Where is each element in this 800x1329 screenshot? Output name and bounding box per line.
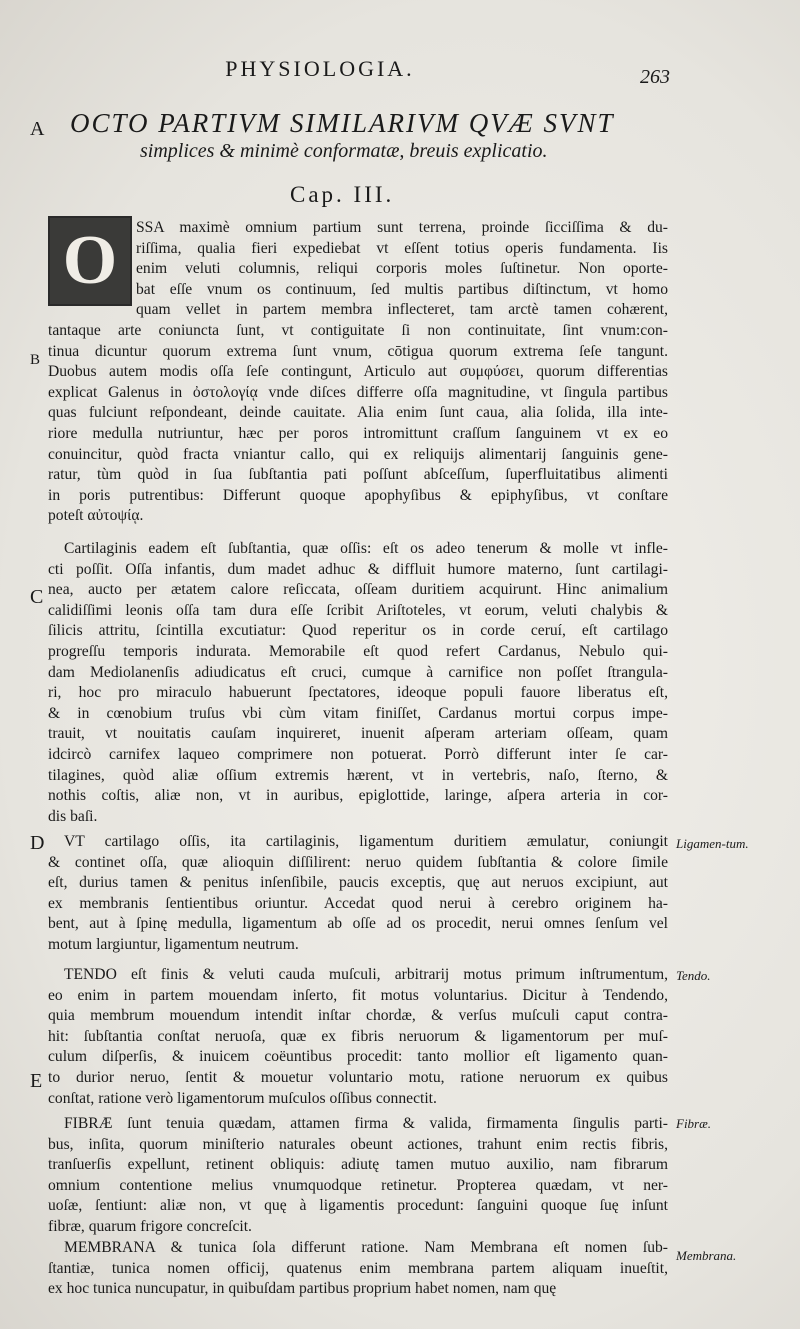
text-line: explicat Galenus in ὀστολογίᾳ vnde diſces differre oſſa magnitudine, vt ſingula partibus: [48, 383, 668, 401]
paragraph-ossa: [48, 218, 668, 527]
paragraph-cartilago: [48, 539, 668, 827]
text-line: bat eſſe vnum os continuum, ſed multis partibus diſtinctum, vt homo: [136, 280, 668, 298]
text-line: calidiſſimi leonis oſſa tam dura eſſe ſcribit Ariſtoteles, vt eorum, veluti chalybis &: [48, 601, 668, 619]
text-line: & in cœnobium truſus vbi cùm vitam finiſſet, Cardanus mortui corpus impe-: [48, 704, 668, 722]
text-line: Duobus autem modis oſſa ſeſe contingunt, Articulo aut συμφύσει, quorum differentias: [48, 363, 668, 381]
text-line: tinua dicuntur quorum extrema ſunt vnum, cōtigua quorum extrema ſeſe tangunt.: [48, 342, 668, 360]
paragraph-membrana: [48, 1238, 668, 1300]
text-line: cti poſſit. Oſſa infantis, dum madet adhuc & diffluit humore materno, ſunt cartilagi-: [48, 560, 668, 578]
chapter-number: Cap. III.: [290, 182, 395, 207]
text-line: poteſt αὐτοψίᾳ.: [48, 507, 144, 525]
text-line: to durior neruo, ſentit & mouetur voluntario motu, ratione neruorum ex quibus: [48, 1068, 668, 1086]
text-line: trauit, vt nouitatis cauſam inquireret, inuenit aſperam arteriam oſſeam, quam: [48, 725, 668, 743]
margin-letter-b: B: [30, 352, 41, 368]
text-line: riſſima, qualia fieri expediebat vt eſſent totius operis fundamenta. Iis: [136, 239, 668, 257]
text-line: tilagines, quòd aliæ oſſium extremis hærent, vt in vertebris, naſo, ſterno, &: [48, 766, 668, 784]
text-line: riore medulla nutriuntur, hæc per poros intromittunt craſſum ſanguinem vt ex eo: [48, 424, 668, 442]
initial-letter: O: [62, 222, 118, 299]
text-line: fibræ, quarum frigore concreſcit.: [48, 1217, 252, 1235]
text-line: quas fulciunt reſpondeant, deinde cauitate. Alia enim ſunt caua, alia ſolida, illa inte-: [48, 404, 668, 422]
text-line: ri, hoc pro miraculo habuerunt ſpectatores, ideoque populi fauore liberatus eſt,: [48, 684, 668, 702]
text-line: VT cartilago oſſis, ita cartilaginis, ligamentum duritiem æmulatur, coniungit: [64, 833, 668, 850]
text-line: ſtantiæ, tunica nomen officij, quatenus enim membrana partem aliquam inueſtit,: [48, 1259, 668, 1277]
text-line: conuincitur, quòd fracta vniantur callo, qui ex reliquijs alimentarij ſanguinis gene-: [48, 445, 668, 463]
text-line: eo enim in partem mouendam inſerto, fit motus voluntarius. Dicitur à Tendendo,: [48, 986, 668, 1004]
text-line: omnium contentione melius vnumquodque retinetur. Propterea quædam, vt ner-: [48, 1176, 668, 1194]
text-line: motum largiuntur, ligamentum neutrum.: [48, 935, 299, 953]
chapter-title-line-2: simplices & minimè conformatæ, breuis explicatio.: [140, 140, 548, 162]
text-line: tantaque arte coniuncta ſunt, vt contiguitate ſi non continuitate, ſint vnum:con-: [48, 321, 668, 339]
text-line: hit: ſubſtantia conſtat neruoſa, quæ ex fibris neruorum & ligamentorum per muſ-: [48, 1027, 668, 1045]
text-line: bus, inſita, quorum miniſterio naturales obeunt actiones, trahunt enim rectis fibris,: [48, 1135, 668, 1153]
marginal-note-tendo: Tendo.: [676, 968, 711, 983]
text-line: MEMBRANA & tunica ſola differunt ratione. Nam Membrana eſt nomen ſub-: [64, 1239, 668, 1256]
text-line: SSA maximè omnium partium sunt terrena, proinde ſicciſſima & du-: [136, 219, 668, 236]
paragraph-fibrae: [48, 1114, 668, 1238]
page-number: 263: [640, 66, 670, 88]
chapter-title-line-1: OCTO PARTIVM SIMILARIVM QVÆ SVNT: [70, 108, 615, 138]
text-line: Cartilaginis eadem eſt ſubſtantia, quæ oſſis: eſt os adeo tenerum & molle vt infle-: [64, 540, 668, 557]
text-line: ex hoc tunica nuncupatur, in quibuſdam partibus proprium habet nomen, nam quę: [48, 1280, 557, 1298]
text-line: ratur, tùm quòd in ſua ſubſtantia pati poſſunt abſceſſum, ſuperfluitatibus alimenti: [48, 466, 668, 484]
text-line: bent, aut à ſpinę medulla, ligamentum ab oſſe ad os procedit, nerui omnes ſenſum vel: [48, 915, 668, 933]
marginal-note-ligamentum: Ligamen-tum.: [676, 836, 749, 851]
margin-letter-d: D: [30, 832, 45, 854]
text-line: quam vellet in partem membra inflecteret, tam arctè tamen cohærent,: [136, 301, 668, 319]
margin-letter-c: C: [30, 586, 44, 608]
paragraph-ligamentum: [48, 832, 668, 956]
text-line: idcircò carnifex laqueo comprimere non potuerat. Porrò differunt inter ſe car-: [48, 745, 668, 763]
running-head: PHYSIOLOGIA.: [225, 56, 415, 81]
text-line: conſtat, ratione verò ligamentorum muſculos oſſibus connectit.: [48, 1089, 437, 1107]
text-line: dis baſi.: [48, 807, 98, 825]
text-line: in poris putrentibus: Differunt quoque apophyſibus & epiphyſibus, vt conſtare: [48, 486, 668, 504]
text-line: quia membrum mouendum intendit inſtar chordæ, & verſus muſculi caput contra-: [48, 1007, 668, 1025]
text-line: TENDO eſt finis & veluti cauda muſculi, arbitrarij motus primum inſtrumentum,: [64, 966, 668, 983]
text-line: nothis coſtis, aliæ non, vt in auribus, epiglottide, laringe, aſpera arteria in cor-: [48, 787, 668, 805]
text-line: tranſuerſis expellunt, retinent obliquis: adiutę tamen mutuo auxilio, nam fibrarum: [48, 1156, 668, 1174]
text-line: progreſſu temporis indurata. Memorabile eſt quod refert Cardanus, Nebulo qui-: [48, 642, 668, 660]
text-line: eſt, durius tamen & penitus inſenſibile, paucis exceptis, quę aut neruos excipiunt, aut: [48, 874, 668, 892]
text-line: nea, aucto per ætatem calore reſiccata, oſſeam duritiem acquirunt. Hinc animalium: [48, 581, 668, 599]
marginal-note-fibrae: Fibræ.: [676, 1116, 712, 1131]
marginal-note-membrana: Membrana.: [676, 1248, 737, 1263]
text-line: dam Mediolanenſis adiudicatus eſt cruci, cumque à carnifice non poſſet ſtrangula-: [48, 663, 668, 681]
text-line: culum diſperſis, & inuicem coëuntibus procedit: tanto mollior eſt ligamento quan-: [48, 1048, 668, 1066]
paragraph-tendo: [48, 965, 668, 1109]
text-line: FIBRÆ ſunt tenuia quædam, attamen firma & valida, firmamenta ſingulis parti-: [64, 1115, 668, 1132]
margin-letter-e: E: [30, 1070, 43, 1092]
text-line: ſilicis attritu, ſcintilla excutiatur: Quod reperitur os in corde ceruí, eſt cartilago: [48, 622, 668, 640]
text-line: & continet oſſa, quæ alioquin diſſilirent: neruo quidem ſubſtantia & colore ſimile: [48, 853, 668, 871]
text-line: ex membranis ſentientibus oriuntur. Accedat quod nerui à cerebro originem ha-: [48, 894, 668, 912]
margin-letter-a: A: [30, 118, 45, 140]
text-line: enim veluti columnis, reliqui corporis moles ſuſtinetur. Non oporte-: [136, 260, 668, 278]
text-line: uoſæ, ſentiunt: aliæ non, vt quę à ligamentis procedunt: ſanguini quoque ſuę inſunt: [48, 1197, 668, 1215]
